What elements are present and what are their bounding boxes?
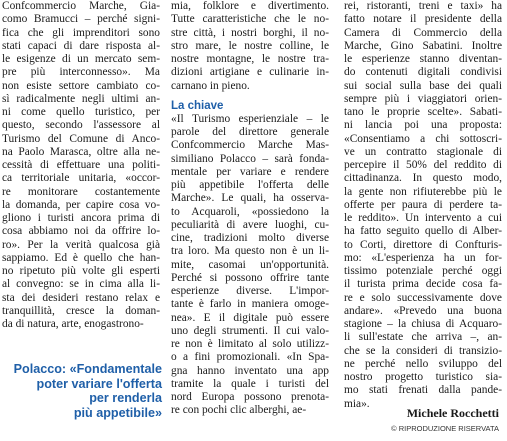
text-line: to Acquaroli, «possiedono la: [171, 205, 329, 218]
text-line: tramite la quale i turisti del: [171, 377, 329, 390]
copyright-notice: © RIPRODUZIONE RISERVATA: [391, 424, 499, 433]
text-line: pre più interconnesso». Ma: [2, 66, 160, 79]
text-line: Confcommercio Marche, Gia-: [2, 0, 160, 12]
pull-quote-line: poter variare l'offerta: [36, 376, 162, 391]
text-line: ni come quello turistico, per: [2, 106, 160, 118]
text-line: tano le proprie scelte». Sabati-: [344, 106, 502, 118]
text-line: «Il Turismo esperienziale – le: [171, 112, 329, 125]
text-line: da di natura, arte, enogastrono-: [2, 318, 144, 330]
text-line: esperienze diverse. L'impor-: [171, 285, 329, 297]
column-2-bottom-text: [171, 113, 329, 418]
text-line: similiano Polacco – sarà fonda-: [171, 152, 329, 165]
text-line: gliono i turisti ancora prima di: [2, 212, 160, 224]
text-line: peculiarità di avere luoghi, cu-: [171, 218, 329, 231]
text-line: mia».: [344, 397, 370, 410]
text-line: gna hanno inventato una app: [171, 364, 329, 377]
text-line: no ripetuto più volte gli esperti: [2, 265, 160, 277]
text-line: re e solo successivamente dove: [344, 291, 502, 304]
subhead-la-chiave: La chiave: [171, 99, 224, 112]
text-line: stro mare, le nostre colline, le: [171, 39, 329, 52]
text-line: tra loro. Ma questo non è un li-: [171, 245, 329, 258]
text-line: nostre montagne, le nostre tra-: [171, 53, 329, 65]
text-line: uno degli strumenti. Il cui valo-: [171, 324, 329, 337]
text-line: cittadinanza. In questo modo,: [344, 172, 502, 185]
article-column-1: [2, 0, 160, 331]
text-line: na Paolo Marasca, oltre alla ne-: [2, 145, 160, 158]
text-line: nord Europa possono prenota-: [171, 391, 329, 403]
text-line: carnano in pieno.: [171, 79, 250, 92]
text-line: le esperienze stanno diventan-: [344, 53, 502, 65]
text-line: il turista prima decide cosa fa-: [344, 278, 502, 291]
text-line: cosa abbiamo noi da offrire lo-: [2, 225, 160, 238]
pull-quote: [2, 362, 162, 420]
text-line: le esigenze di un mercato sem-: [2, 53, 160, 65]
article-column-2: [171, 0, 329, 418]
text-line: como Bramucci – perché signi-: [2, 13, 160, 26]
text-line: ro». Per la verità qualcosa già: [2, 238, 160, 251]
text-line: al convegno: se in cima alla li-: [2, 278, 160, 291]
text-line: rei, ristoranti, treni e taxi» ha: [344, 0, 502, 12]
text-line: dizioni artigiane e culinarie in-: [171, 66, 329, 79]
text-line: che se la consideri di transizio-: [344, 344, 502, 357]
text-line: Perché si possono offrire tante: [171, 271, 329, 284]
text-line: mite, casomai un'opportunità.: [171, 258, 329, 271]
text-line: do contenuti digitali condivisi: [344, 66, 502, 79]
text-line: Marche, Gino Sabatini. Inoltre: [344, 39, 502, 52]
text-line: sempre più i viaggiatori orien-: [344, 92, 502, 105]
text-line: Tutte caratteristiche che le no-: [171, 13, 329, 26]
text-line: sta dei desideri restano relax e: [2, 291, 160, 304]
article-column-3: [344, 0, 502, 411]
text-line: andare». «Prevedo una buona: [344, 304, 502, 317]
text-line: re con pochi clic alberghi, ae-: [171, 404, 307, 417]
text-line: stagione – la chiusa di Acquaro-: [344, 318, 502, 330]
text-line: Camera di Commercio della: [344, 26, 502, 39]
text-line: percepire il 50% del reddito di: [344, 159, 502, 171]
pull-quote-line: più appetibile»: [73, 405, 162, 420]
text-line: mo stati frenati dalla pande-: [344, 384, 502, 397]
column-2-top-text: [171, 0, 329, 93]
text-line: «Consentiamo a chi sottoscri-: [344, 132, 502, 145]
text-line: sappiamo. Ed è quello che han-: [2, 251, 160, 264]
text-line: Turismo del Comune di Anco-: [2, 132, 160, 145]
text-line: sì radicalmente negli ultimi an-: [2, 92, 160, 105]
text-line: o a fini promozionali. «In Spa-: [171, 351, 329, 364]
text-line: tranquillità, cresce la doman-: [2, 304, 160, 317]
text-line: questo, secondo l'assessore al: [2, 119, 160, 132]
text-line: to Corti, direttore di Confturis-: [344, 238, 502, 251]
pull-quote-line: per renderla: [89, 391, 162, 406]
text-line: non esiste settore cambiato co-: [2, 79, 160, 92]
text-line: cessità di effettuare una politi-: [2, 159, 160, 171]
text-line: la gente non rifiuterebbe più le: [344, 185, 502, 198]
text-line: re non è limitato al solo utilizz-: [171, 338, 329, 350]
text-line: Confcommercio Marche Mas-: [171, 139, 329, 152]
text-line: fatto notare il presidente della: [344, 13, 502, 26]
text-line: Marche». Le quali, ha osserva-: [171, 192, 329, 205]
text-line: fica che gli imprenditori sono: [2, 26, 160, 39]
text-line: ne perché nello sviluppo del: [344, 357, 502, 370]
text-line: più appetibile l'offerta delle: [171, 179, 329, 191]
text-line: stre città, i nostri borghi, il no-: [171, 26, 329, 39]
author-signature: Michele Rocchetti: [406, 406, 499, 420]
text-line: stati capaci di dare risposta al-: [2, 39, 160, 52]
text-line: ve un contratto stagionale di: [344, 145, 502, 158]
text-line: la domanda, per capire cosa vo-: [2, 198, 160, 211]
text-line: tante è farlo in maniera omoge-: [171, 298, 329, 311]
text-line: mentale per variare e rendere: [171, 165, 329, 178]
text-line: tissimo potenziale perché oggi: [344, 265, 502, 277]
text-line: li sull'estate che arriva –, an-: [344, 331, 502, 344]
text-line: parole del direttore generale: [171, 126, 329, 138]
text-line: le reddito». Un intervento a cui: [344, 212, 502, 224]
text-line: ni lancia poi una proposta:: [344, 119, 502, 132]
text-line: ca territoriale unitaria, «occor-: [2, 172, 160, 185]
text-line: nostro progetto turistico sia-: [344, 371, 502, 383]
pull-quote-line: Polacco: «Fondamentale: [13, 362, 162, 376]
text-line: mo: «L'esperienza ha un for-: [344, 251, 502, 264]
text-line: nea». E il digitale può essere: [171, 311, 329, 324]
text-line: re monitorare costantemente: [2, 185, 160, 198]
text-line: cine, tradizioni molto diverse: [171, 232, 329, 244]
text-line: mia, folklore e divertimento.: [171, 0, 329, 12]
text-line: offerte per paura di perdere ta-: [344, 198, 502, 211]
text-line: sui social sulla base dei quali: [344, 79, 502, 92]
text-line: ha fatto seguito quello di Alber-: [344, 225, 502, 238]
